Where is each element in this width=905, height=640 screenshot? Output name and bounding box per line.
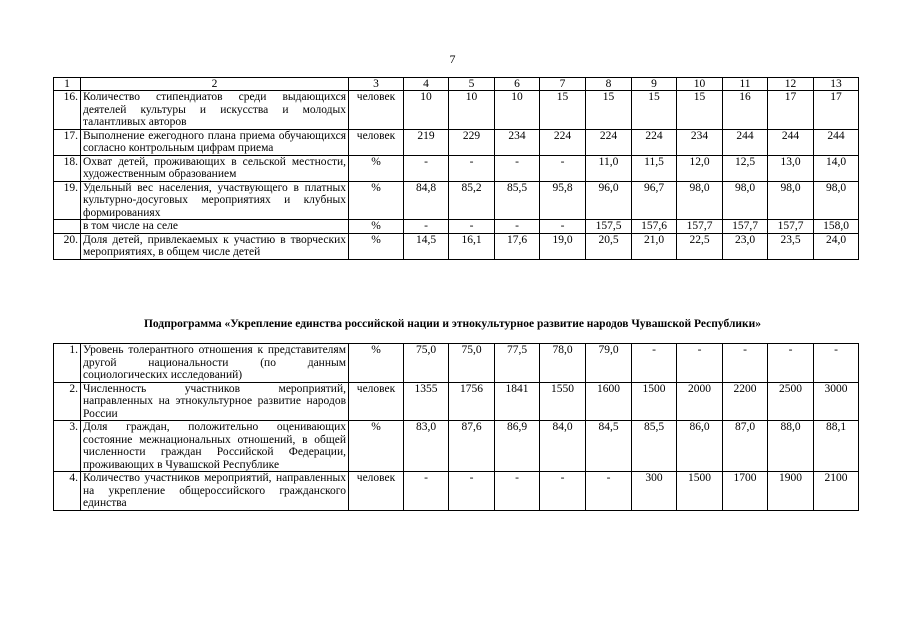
- value-cell: 21,0: [632, 233, 677, 259]
- value-cell: 12,0: [677, 155, 723, 181]
- column-number-header: 4: [404, 78, 449, 91]
- value-cell: 1841: [495, 382, 540, 421]
- column-number-header: 12: [768, 78, 814, 91]
- value-cell: 23,5: [768, 233, 814, 259]
- value-cell: -: [495, 155, 540, 181]
- value-cell: 13,0: [768, 155, 814, 181]
- value-cell: 14,0: [814, 155, 859, 181]
- value-cell: 96,7: [632, 181, 677, 220]
- column-number-header: 11: [723, 78, 768, 91]
- value-cell: 19,0: [540, 233, 586, 259]
- table-row: [54, 344, 859, 383]
- value-cell: -: [449, 220, 495, 234]
- value-cell: 87,6: [449, 421, 495, 472]
- value-cell: 98,0: [768, 181, 814, 220]
- table-row: [54, 472, 859, 511]
- value-cell: -: [449, 155, 495, 181]
- column-number-header: 8: [586, 78, 632, 91]
- indicator-name: Численность участников мероприятий, направленных на этнокультурное развитие народов России: [81, 382, 349, 421]
- value-cell: 1900: [768, 472, 814, 511]
- value-cell: 1500: [632, 382, 677, 421]
- value-cell: 98,0: [677, 181, 723, 220]
- value-cell: 79,0: [586, 344, 632, 383]
- unit-cell: %: [349, 421, 404, 472]
- value-cell: 2500: [768, 382, 814, 421]
- row-number: 17.: [54, 129, 81, 155]
- column-number-header: 6: [495, 78, 540, 91]
- column-number-header: 13: [814, 78, 859, 91]
- row-number: 18.: [54, 155, 81, 181]
- value-cell: 77,5: [495, 344, 540, 383]
- unit-cell: %: [349, 233, 404, 259]
- row-number: 3.: [54, 421, 81, 472]
- value-cell: 16: [723, 91, 768, 130]
- value-cell: 17: [814, 91, 859, 130]
- value-cell: 157,5: [586, 220, 632, 234]
- indicator-name: Удельный вес населения, участвующего в платных культурно-досуговых мероприятиях и клубных формированиях: [81, 181, 349, 220]
- value-cell: 224: [586, 129, 632, 155]
- value-cell: 86,9: [495, 421, 540, 472]
- value-cell: 83,0: [404, 421, 449, 472]
- value-cell: -: [449, 472, 495, 511]
- value-cell: 84,8: [404, 181, 449, 220]
- table-row: [54, 91, 859, 130]
- value-cell: 1700: [723, 472, 768, 511]
- indicators-table-top: [53, 77, 859, 260]
- value-cell: 1500: [677, 472, 723, 511]
- indicator-name: Уровень толерантного отношения к представителям другой национальности (по данным социологических исследований): [81, 344, 349, 383]
- value-cell: -: [404, 155, 449, 181]
- indicator-name: Количество стипендиатов среди выдающихся деятелей культуры и искусства и молодых талантливых авторов: [81, 91, 349, 130]
- value-cell: -: [586, 472, 632, 511]
- value-cell: 157,7: [723, 220, 768, 234]
- unit-cell: человек: [349, 382, 404, 421]
- row-number: [54, 220, 81, 234]
- column-number-header: 1: [54, 78, 81, 91]
- value-cell: 85,2: [449, 181, 495, 220]
- value-cell: -: [495, 472, 540, 511]
- value-cell: 75,0: [449, 344, 495, 383]
- value-cell: -: [540, 220, 586, 234]
- value-cell: 3000: [814, 382, 859, 421]
- value-cell: 11,5: [632, 155, 677, 181]
- value-cell: -: [495, 220, 540, 234]
- indicator-name: в том числе на селе: [81, 220, 349, 234]
- value-cell: -: [723, 344, 768, 383]
- value-cell: 2200: [723, 382, 768, 421]
- value-cell: -: [677, 344, 723, 383]
- row-number: 2.: [54, 382, 81, 421]
- indicator-name: Доля детей, привлекаемых к участию в творческих мероприятиях, в общем числе детей: [81, 233, 349, 259]
- value-cell: -: [768, 344, 814, 383]
- value-cell: 12,5: [723, 155, 768, 181]
- value-cell: 15: [632, 91, 677, 130]
- table-row: [54, 129, 859, 155]
- row-number: 19.: [54, 181, 81, 220]
- value-cell: 16,1: [449, 233, 495, 259]
- value-cell: 10: [449, 91, 495, 130]
- unit-cell: человек: [349, 472, 404, 511]
- column-number-header: 3: [349, 78, 404, 91]
- value-cell: 1550: [540, 382, 586, 421]
- value-cell: 23,0: [723, 233, 768, 259]
- page-number: 7: [449, 52, 456, 66]
- indicator-name: Охват детей, проживающих в сельской местности, художественным образованием: [81, 155, 349, 181]
- value-cell: 84,0: [540, 421, 586, 472]
- value-cell: 85,5: [632, 421, 677, 472]
- value-cell: 10: [404, 91, 449, 130]
- value-cell: 244: [723, 129, 768, 155]
- value-cell: 78,0: [540, 344, 586, 383]
- value-cell: 85,5: [495, 181, 540, 220]
- value-cell: -: [404, 472, 449, 511]
- value-cell: 22,5: [677, 233, 723, 259]
- table-row: [54, 382, 859, 421]
- indicator-name: Количество участников мероприятий, направленных на укрепление общероссийского гражданского единства: [81, 472, 349, 511]
- value-cell: -: [814, 344, 859, 383]
- value-cell: 2000: [677, 382, 723, 421]
- row-number: 20.: [54, 233, 81, 259]
- column-number-header: 7: [540, 78, 586, 91]
- value-cell: 84,5: [586, 421, 632, 472]
- value-cell: 224: [540, 129, 586, 155]
- value-cell: 219: [404, 129, 449, 155]
- value-cell: 1756: [449, 382, 495, 421]
- value-cell: 86,0: [677, 421, 723, 472]
- value-cell: 20,5: [586, 233, 632, 259]
- value-cell: 14,5: [404, 233, 449, 259]
- indicator-name: Выполнение ежегодного плана приема обучающихся согласно контрольным цифрам приема: [81, 129, 349, 155]
- value-cell: 300: [632, 472, 677, 511]
- value-cell: 2100: [814, 472, 859, 511]
- value-cell: 95,8: [540, 181, 586, 220]
- value-cell: -: [404, 220, 449, 234]
- table-row: [54, 181, 859, 220]
- unit-cell: %: [349, 155, 404, 181]
- value-cell: 234: [495, 129, 540, 155]
- table-row: [54, 233, 859, 259]
- value-cell: 244: [814, 129, 859, 155]
- value-cell: 98,0: [723, 181, 768, 220]
- value-cell: 15: [540, 91, 586, 130]
- row-number: 16.: [54, 91, 81, 130]
- value-cell: 10: [495, 91, 540, 130]
- row-number: 1.: [54, 344, 81, 383]
- indicator-name: Доля граждан, положительно оценивающих состояние межнациональных отношений, в общей численности граждан Российской Федерации, проживающих в Чувашской Республике: [81, 421, 349, 472]
- value-cell: 88,1: [814, 421, 859, 472]
- value-cell: 87,0: [723, 421, 768, 472]
- header-row: [54, 78, 859, 91]
- value-cell: 17,6: [495, 233, 540, 259]
- table-row: [54, 155, 859, 181]
- value-cell: 158,0: [814, 220, 859, 234]
- value-cell: 15: [586, 91, 632, 130]
- value-cell: 157,6: [632, 220, 677, 234]
- unit-cell: %: [349, 344, 404, 383]
- value-cell: 11,0: [586, 155, 632, 181]
- value-cell: 157,7: [677, 220, 723, 234]
- value-cell: 157,7: [768, 220, 814, 234]
- value-cell: 224: [632, 129, 677, 155]
- value-cell: 234: [677, 129, 723, 155]
- value-cell: -: [540, 155, 586, 181]
- unit-cell: человек: [349, 91, 404, 130]
- value-cell: 229: [449, 129, 495, 155]
- value-cell: 244: [768, 129, 814, 155]
- value-cell: 96,0: [586, 181, 632, 220]
- column-number-header: 5: [449, 78, 495, 91]
- value-cell: -: [540, 472, 586, 511]
- unit-cell: человек: [349, 129, 404, 155]
- value-cell: 1600: [586, 382, 632, 421]
- value-cell: 88,0: [768, 421, 814, 472]
- value-cell: 75,0: [404, 344, 449, 383]
- column-number-header: 9: [632, 78, 677, 91]
- table-row: [54, 421, 859, 472]
- value-cell: 15: [677, 91, 723, 130]
- column-number-header: 2: [81, 78, 349, 91]
- value-cell: -: [632, 344, 677, 383]
- unit-cell: %: [349, 181, 404, 220]
- unit-cell: %: [349, 220, 404, 234]
- indicators-table-bottom: [53, 343, 859, 511]
- table-row: [54, 220, 859, 234]
- value-cell: 17: [768, 91, 814, 130]
- value-cell: 1355: [404, 382, 449, 421]
- value-cell: 24,0: [814, 233, 859, 259]
- row-number: 4.: [54, 472, 81, 511]
- subprogram-title: Подпрограмма «Укрепление единства российской нации и этнокультурное развитие народов Чувашской Республики»: [143, 318, 762, 330]
- column-number-header: 10: [677, 78, 723, 91]
- value-cell: 98,0: [814, 181, 859, 220]
